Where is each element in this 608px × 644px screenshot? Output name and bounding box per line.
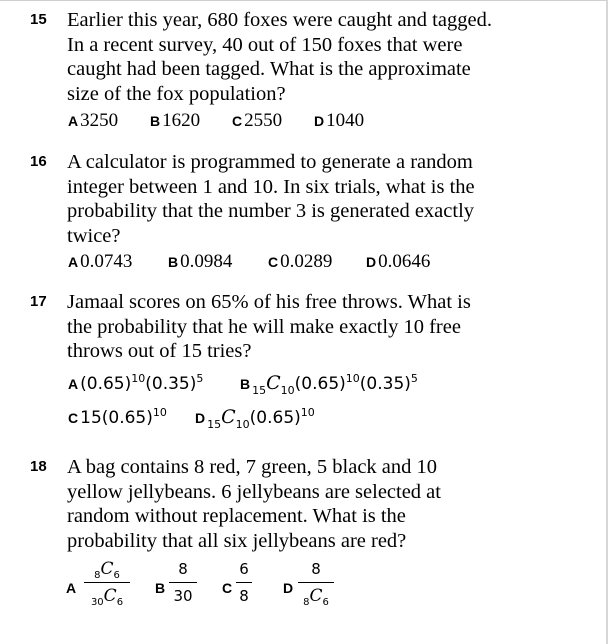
- choice-d[interactable]: [314, 110, 364, 132]
- question-text: [67, 150, 522, 248]
- math-base: (0.35): [359, 374, 411, 394]
- choice-value: 0.0289: [280, 251, 333, 272]
- question-line: random without replacement. What is the: [67, 505, 406, 527]
- math-subscript: 10: [280, 384, 295, 397]
- fraction-bar: [84, 582, 130, 583]
- fraction-bar: [298, 582, 334, 583]
- combination-symbol: C: [266, 372, 281, 394]
- choice-letter: A: [66, 580, 77, 596]
- fraction-numerator: 8: [311, 560, 321, 578]
- question-line: A bag contains 8 red, 7 green, 5 black and 10: [67, 456, 438, 478]
- fraction-denominator: [84, 585, 130, 607]
- choice-c[interactable]: [68, 406, 195, 428]
- math-prescript: 8: [94, 570, 101, 581]
- math-base: (0.65): [80, 374, 132, 394]
- math-subscript: 6: [322, 597, 329, 608]
- choice-c[interactable]: [232, 110, 314, 132]
- question-line: throws out of 15 tries?: [67, 340, 252, 362]
- choice-letter: D: [366, 254, 377, 270]
- math-exponent: 10: [131, 372, 146, 385]
- question-line: Jamaal scores on 65% of his free throws. What is: [67, 291, 471, 313]
- fraction: [236, 558, 252, 607]
- question-text: [67, 455, 522, 553]
- math-exponent: 10: [300, 406, 315, 419]
- choice-b[interactable]: [150, 110, 232, 132]
- choice-letter: C: [268, 254, 279, 270]
- answer-choices-row-1: [68, 372, 418, 397]
- choice-value: 0.0646: [378, 251, 431, 272]
- choice-d[interactable]: [195, 406, 315, 431]
- question-number: 15: [30, 11, 47, 28]
- math-exponent: 5: [196, 372, 204, 385]
- fraction: [298, 558, 334, 607]
- math-subscript: 10: [235, 418, 250, 431]
- choice-letter: B: [240, 376, 251, 392]
- math-base: (0.35): [145, 374, 197, 394]
- choice-b[interactable]: [240, 372, 418, 397]
- question-text: [67, 290, 522, 364]
- question-number: 18: [30, 458, 47, 475]
- question-number: 17: [30, 293, 47, 310]
- choice-c[interactable]: [268, 251, 366, 273]
- math-base: 15(0.65): [80, 408, 153, 428]
- math-base: (0.65): [249, 408, 301, 428]
- fraction: [84, 558, 130, 607]
- choice-a[interactable]: [68, 372, 240, 394]
- math-prescript: 15: [252, 384, 267, 397]
- question-line: twice?: [67, 224, 121, 247]
- choice-letter: A: [68, 113, 79, 129]
- fraction-denominator: 30: [173, 587, 193, 605]
- math-prescript: 30: [90, 597, 104, 608]
- choice-value: 0.0984: [180, 251, 233, 272]
- math-prescript: 15: [207, 418, 222, 431]
- combination-symbol: C: [309, 586, 323, 606]
- question-line: probability that the number 3 is generated exactly: [67, 200, 475, 222]
- question-line: integer between 1 and 10. In six trials, what is the: [67, 175, 475, 198]
- choice-value: 1620: [162, 110, 201, 131]
- math-prescript: 8: [303, 597, 310, 608]
- choice-letter: C: [222, 580, 233, 596]
- fraction-numerator: 8: [178, 560, 188, 578]
- question-line: size of the fox population?: [67, 82, 286, 105]
- question-line: Earlier this year, 680 foxes were caught and tagged.: [67, 9, 492, 31]
- question-line: yellow jellybeans. 6 jellybeans are selected at: [67, 480, 441, 503]
- choice-letter: D: [314, 113, 325, 129]
- math-base: (0.65): [294, 374, 346, 394]
- choice-letter: B: [150, 113, 161, 129]
- fraction-bar: [169, 582, 197, 583]
- fraction: [169, 558, 197, 607]
- choice-b[interactable]: [168, 251, 268, 273]
- question-line: In a recent survey, 40 out of 150 foxes that were: [67, 33, 463, 56]
- math-exponent: 10: [152, 406, 167, 419]
- top-border: [0, 0, 608, 1]
- answer-choices-fractions: [66, 558, 366, 618]
- math-exponent: 10: [345, 372, 360, 385]
- choice-letter: D: [195, 410, 206, 426]
- answer-choices-row-2: [68, 406, 315, 431]
- fraction-numerator: [84, 558, 130, 580]
- choice-letter: C: [232, 113, 243, 129]
- math-exponent: 5: [410, 372, 418, 385]
- choice-d[interactable]: [366, 251, 430, 273]
- fraction-denominator: 8: [239, 587, 249, 605]
- answer-choices: [68, 251, 430, 273]
- fraction-bar: [236, 582, 252, 583]
- answer-choices: [68, 110, 364, 132]
- choice-letter: A: [68, 254, 79, 270]
- choice-value: 1040: [326, 110, 365, 131]
- math-subscript: 6: [116, 597, 124, 608]
- fraction-numerator: 6: [239, 560, 249, 578]
- combination-symbol: C: [100, 559, 114, 579]
- choice-letter: B: [168, 254, 179, 270]
- choice-letter: B: [155, 580, 166, 596]
- choice-a[interactable]: [68, 251, 168, 273]
- question-text: [67, 8, 522, 106]
- fraction-denominator: [298, 585, 334, 607]
- question-line: probability that all six jellybeans are red?: [67, 529, 407, 552]
- choice-letter: C: [68, 410, 79, 426]
- question-line: caught had been tagged. What is the approximate: [67, 58, 471, 80]
- choice-letter: A: [68, 376, 79, 392]
- math-subscript: 6: [113, 570, 120, 581]
- question-line: the probability that he will make exactly 10 free: [67, 315, 461, 338]
- combination-symbol: C: [103, 586, 117, 606]
- combination-symbol: C: [221, 406, 236, 428]
- choice-a[interactable]: [68, 110, 150, 132]
- choice-value: 2550: [244, 110, 283, 131]
- choice-value: 0.0743: [80, 251, 133, 272]
- question-line: A calculator is programmed to generate a random: [67, 151, 473, 173]
- choice-value: 3250: [80, 110, 119, 131]
- question-number: 16: [30, 153, 47, 170]
- choice-letter: D: [283, 580, 294, 596]
